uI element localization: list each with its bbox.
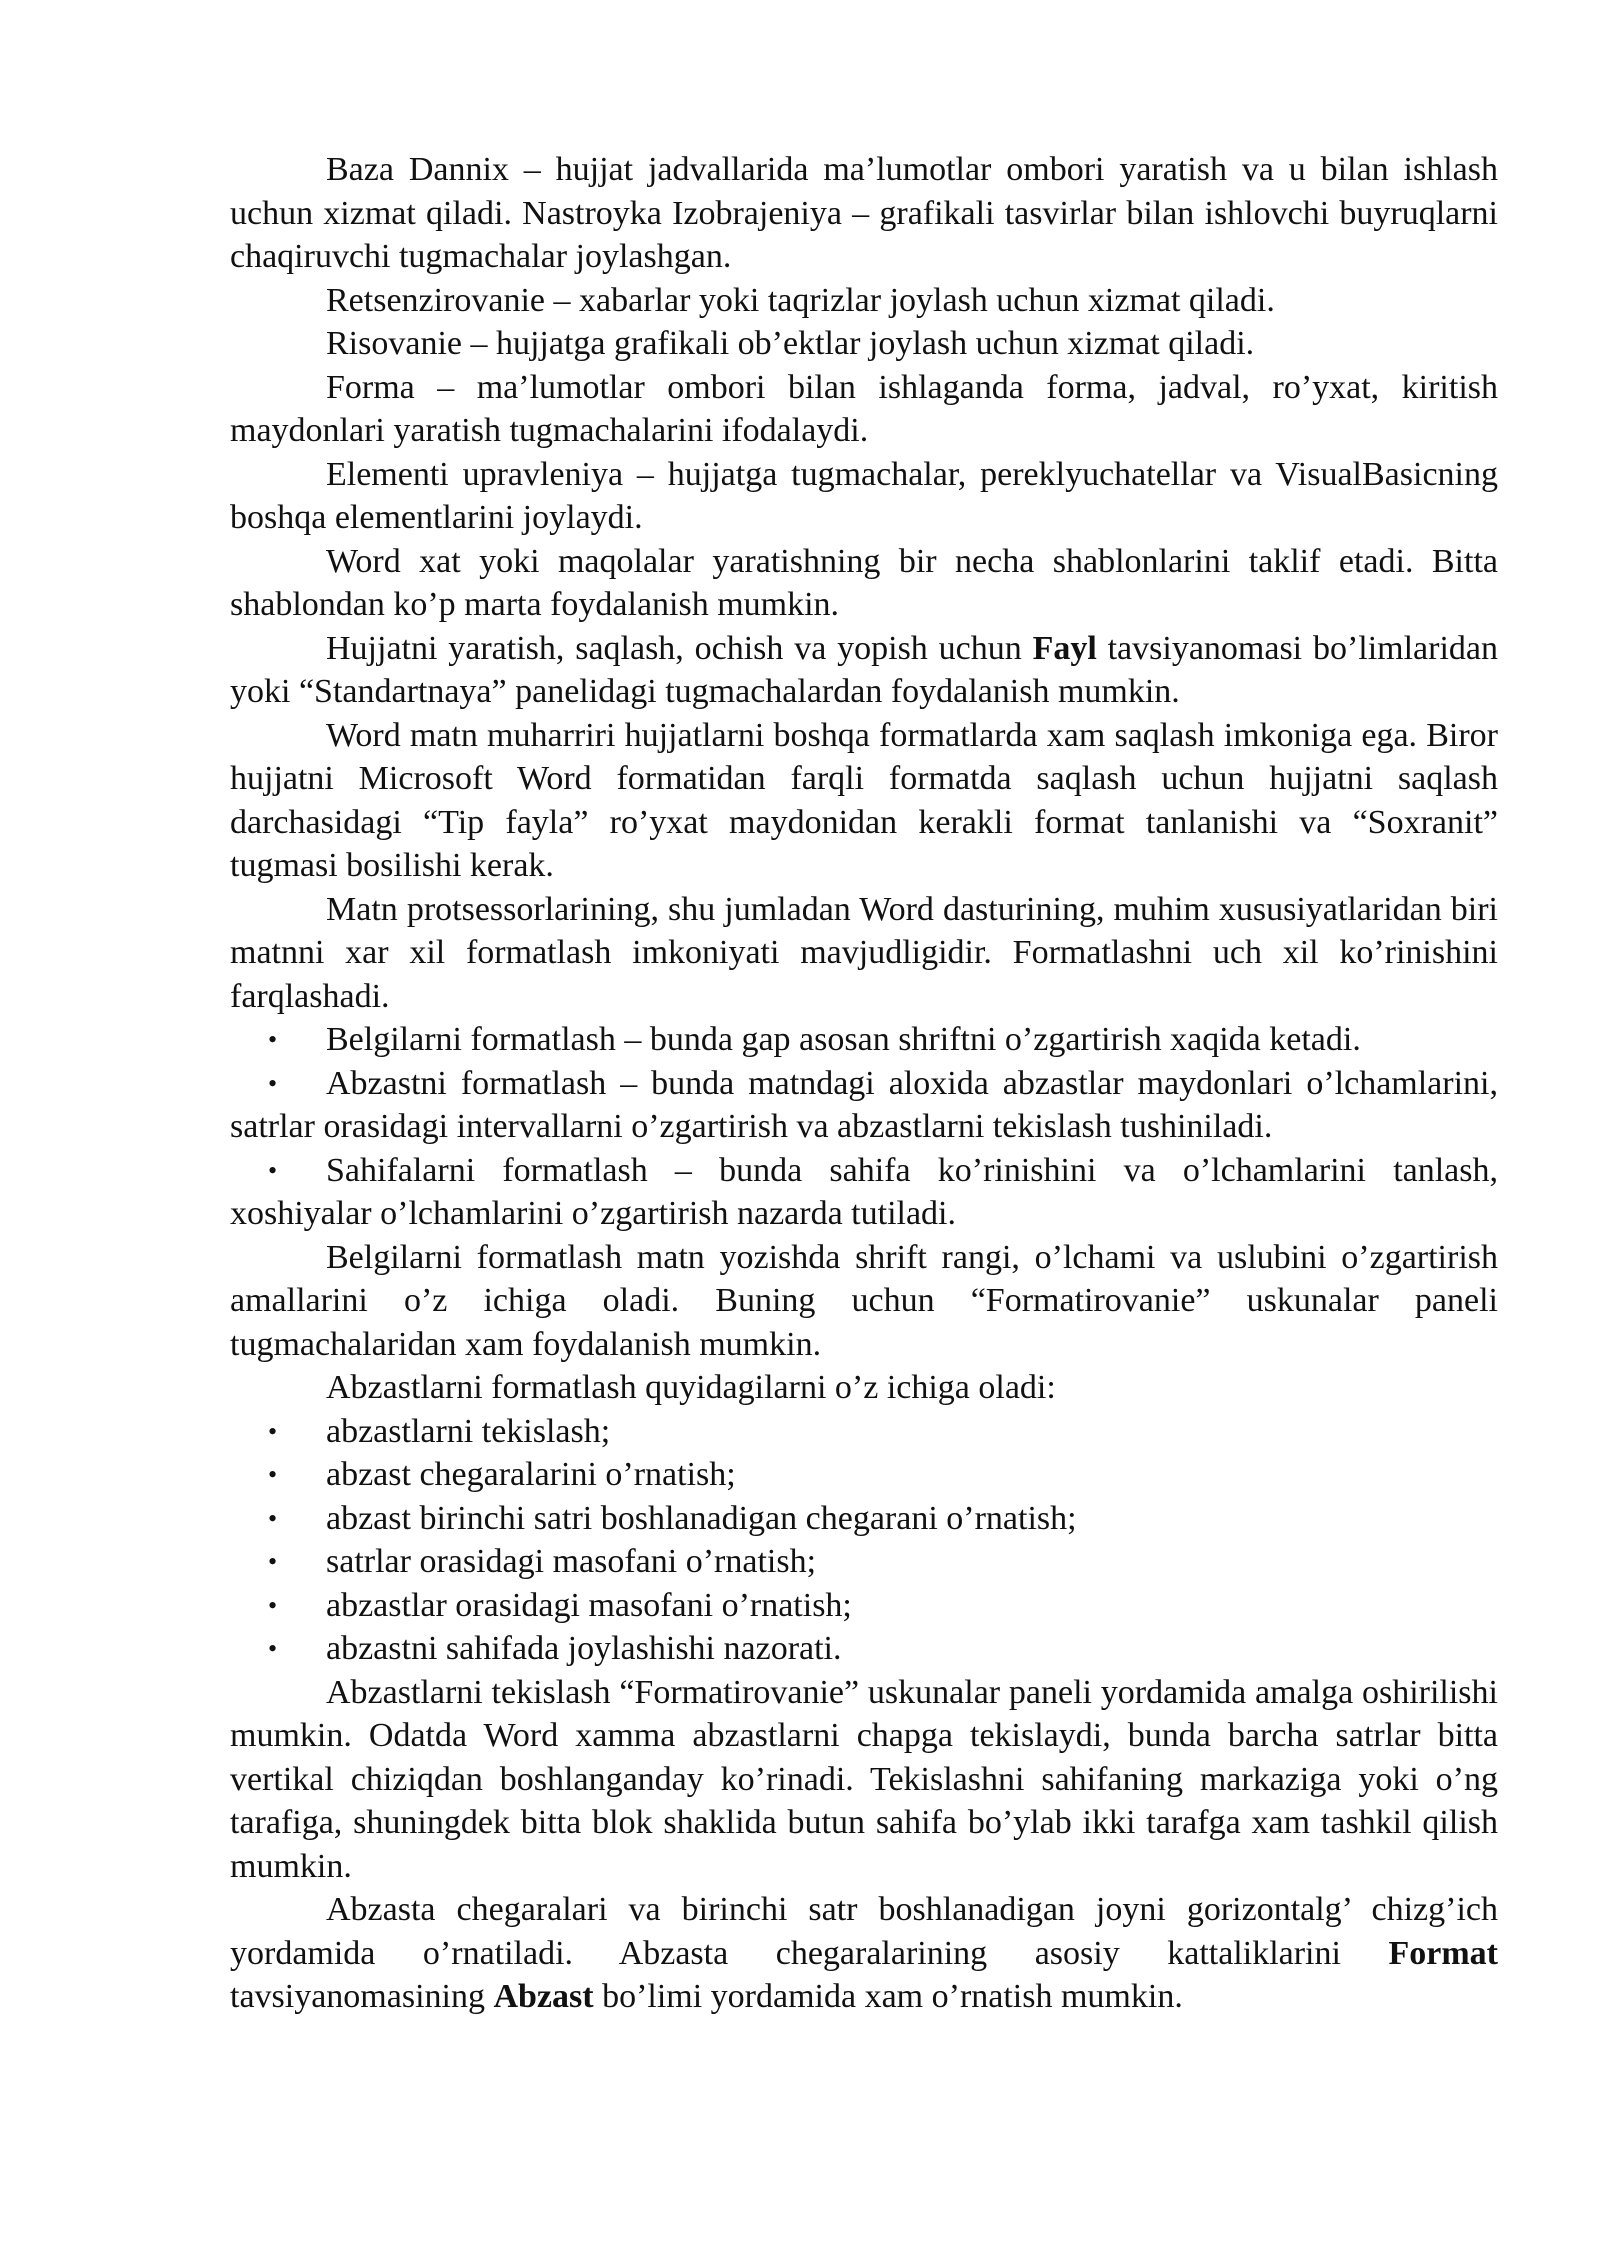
paragraph-abzastlarni-formatlash: Abzastlarni formatlash quyidagilarni o’z ichiga oladi: <box>326 1369 1056 1406</box>
paragraph-elementi-upravleniya: Elementi upravleniya – hujjatga tugmachalar, pereklyuchatellar va VisualBasicning boshqa elementlarini joylaydi. <box>230 455 1498 536</box>
list-item: • abzastlar orasidagi masofani o’rnatish; <box>230 1584 1498 1628</box>
paragraph-forma: Forma – ma’lumotlar ombori bilan ishlaganda forma, jadval, ro’yxat, kiritish maydonlari yaratish tugmachalarini ifodalaydi. <box>230 368 1498 449</box>
list-item: • abzast chegaralarini o’rnatish; <box>230 1453 1498 1497</box>
paragraph-risovanie: Risovanie – hujjatga grafikali ob’ektlar joylash uchun xizmat qiladi. <box>326 325 1255 362</box>
list-item: • Belgilarni formatlash – bunda gap asosan shriftni o’zgartirish xaqida ketadi. <box>230 1018 1498 1062</box>
fayl-text-after: tavsiyanomasi bo’limlaridan yoki “Standartnaya” panelidagi tugmachalardan foydalanish mumkin. <box>230 629 1499 710</box>
chegaralar-text-3: bo’limi yordamida xam o’rnatish mumkin. <box>593 1978 1183 2015</box>
chegaralar-text-1: Abzasta chegaralari va birinchi satr boshlanadigan joyni gorizontalg’ chizg’ich yordamida o’rnatiladi. Abzasta chegaralarining asosiy kattaliklarini <box>230 1891 1498 1972</box>
format-bold: Format <box>1388 1934 1498 1972</box>
paragraph-retsenzirovanie: Retsenzirovanie – xabarlar yoki taqrizlar joylash uchun xizmat qiladi. <box>326 281 1275 319</box>
paragraph-fayl <box>230 627 1498 714</box>
paragraph-shablonlar: Word xat yoki maqolalar yaratishning bir necha shablonlarini taklif etadi. Bitta shablondan ko’p marta foydalanish mumkin. <box>230 542 1498 623</box>
paragraph-baza-dannix: Baza Dannix – hujjat jadvallarida ma’lumotlar ombori yaratish va u bilan ishlash uchun xizmat qiladi. Nastroyka Izobrajeniya – grafikali tasvirlar bilan ishlovchi buyruqlarni chaqiruvchi tugmachalar joylashgan. <box>230 151 1498 275</box>
fayl-bold: Fayl <box>1032 629 1097 667</box>
list-item: • abzastni sahifada joylashishi nazorati. <box>230 1627 1498 1671</box>
format-types-list <box>230 1018 1498 1236</box>
fayl-text-before: Hujjatni yaratish, saqlash, ochish va yopish uchun <box>326 629 1033 667</box>
list-item: • Abzastni formatlash – bunda matndagi aloxida abzastlar maydonlari o’lchamlarini, satrlar orasidagi intervallarni o’zgartirish va abzastlarni tekislash tushiniladi. <box>230 1062 1498 1149</box>
abzast-bold: Abzast <box>493 1978 594 2015</box>
paragraph-formatlar: Word matn muharriri hujjatlarni boshqa formatlarda xam saqlash imkoniga ega. Biror hujjatni Microsoft Word formatidan farqli formatda saqlash uchun hujjatni saqlash darchasidagi “Tip fayla” ro’yxat maydonidan kerakli format tanlanishi va “Soxranit” tugmasi bosilishi kerak. <box>230 716 1498 884</box>
list-item: • satrlar orasidagi masofani o’rnatish; <box>230 1540 1498 1584</box>
list-item: • abzastlarni tekislash; <box>230 1410 1498 1454</box>
document-page <box>230 148 1498 2019</box>
abzast-items-list <box>230 1410 1498 1671</box>
list-item: • Sahifalarni formatlash – bunda sahifa ko’rinishini va o’lchamlarini tanlash, xoshiyalar o’lchamlarini o’zgartirish nazarda tutiladi. <box>230 1149 1498 1236</box>
paragraph-tekislash: Abzastlarni tekislash “Formatirovanie” uskunalar paneli yordamida amalga oshirilishi mumkin. Odatda Word xamma abzastlarni chapga tekislaydi, bunda barcha satrlar bitta vertikal chiziqdan boshlanganday ko’rinadi. Tekislashni sahifaning markaziga yoki o’ng tarafiga, shuningdek bitta blok shaklida butun sahifa bo’ylab ikki tarafga xam tashkil qilish mumkin. <box>230 1673 1498 1885</box>
paragraph-belgilarni-formatlash: Belgilarni formatlash matn yozishda shrift rangi, o’lchami va uslubini o’zgartirish amallarini o’z ichiga oladi. Buning uchun “Formatirovanie” uskunalar paneli tugmachalaridan xam foydalanish mumkin. <box>230 1238 1498 1363</box>
chegaralar-text-2: tavsiyanomasining <box>230 1978 494 2015</box>
list-item: • abzast birinchi satri boshlanadigan chegarani o’rnatish; <box>230 1497 1498 1541</box>
paragraph-chegaralar <box>230 1888 1498 2019</box>
paragraph-matn-protsessorlari: Matn protsessorlarining, shu jumladan Word dasturining, muhim xususiyatlaridan biri matnni xar xil formatlash imkoniyati mavjudligidir. Formatlashni uch xil ko’rinishini farqlashadi. <box>230 890 1498 1015</box>
